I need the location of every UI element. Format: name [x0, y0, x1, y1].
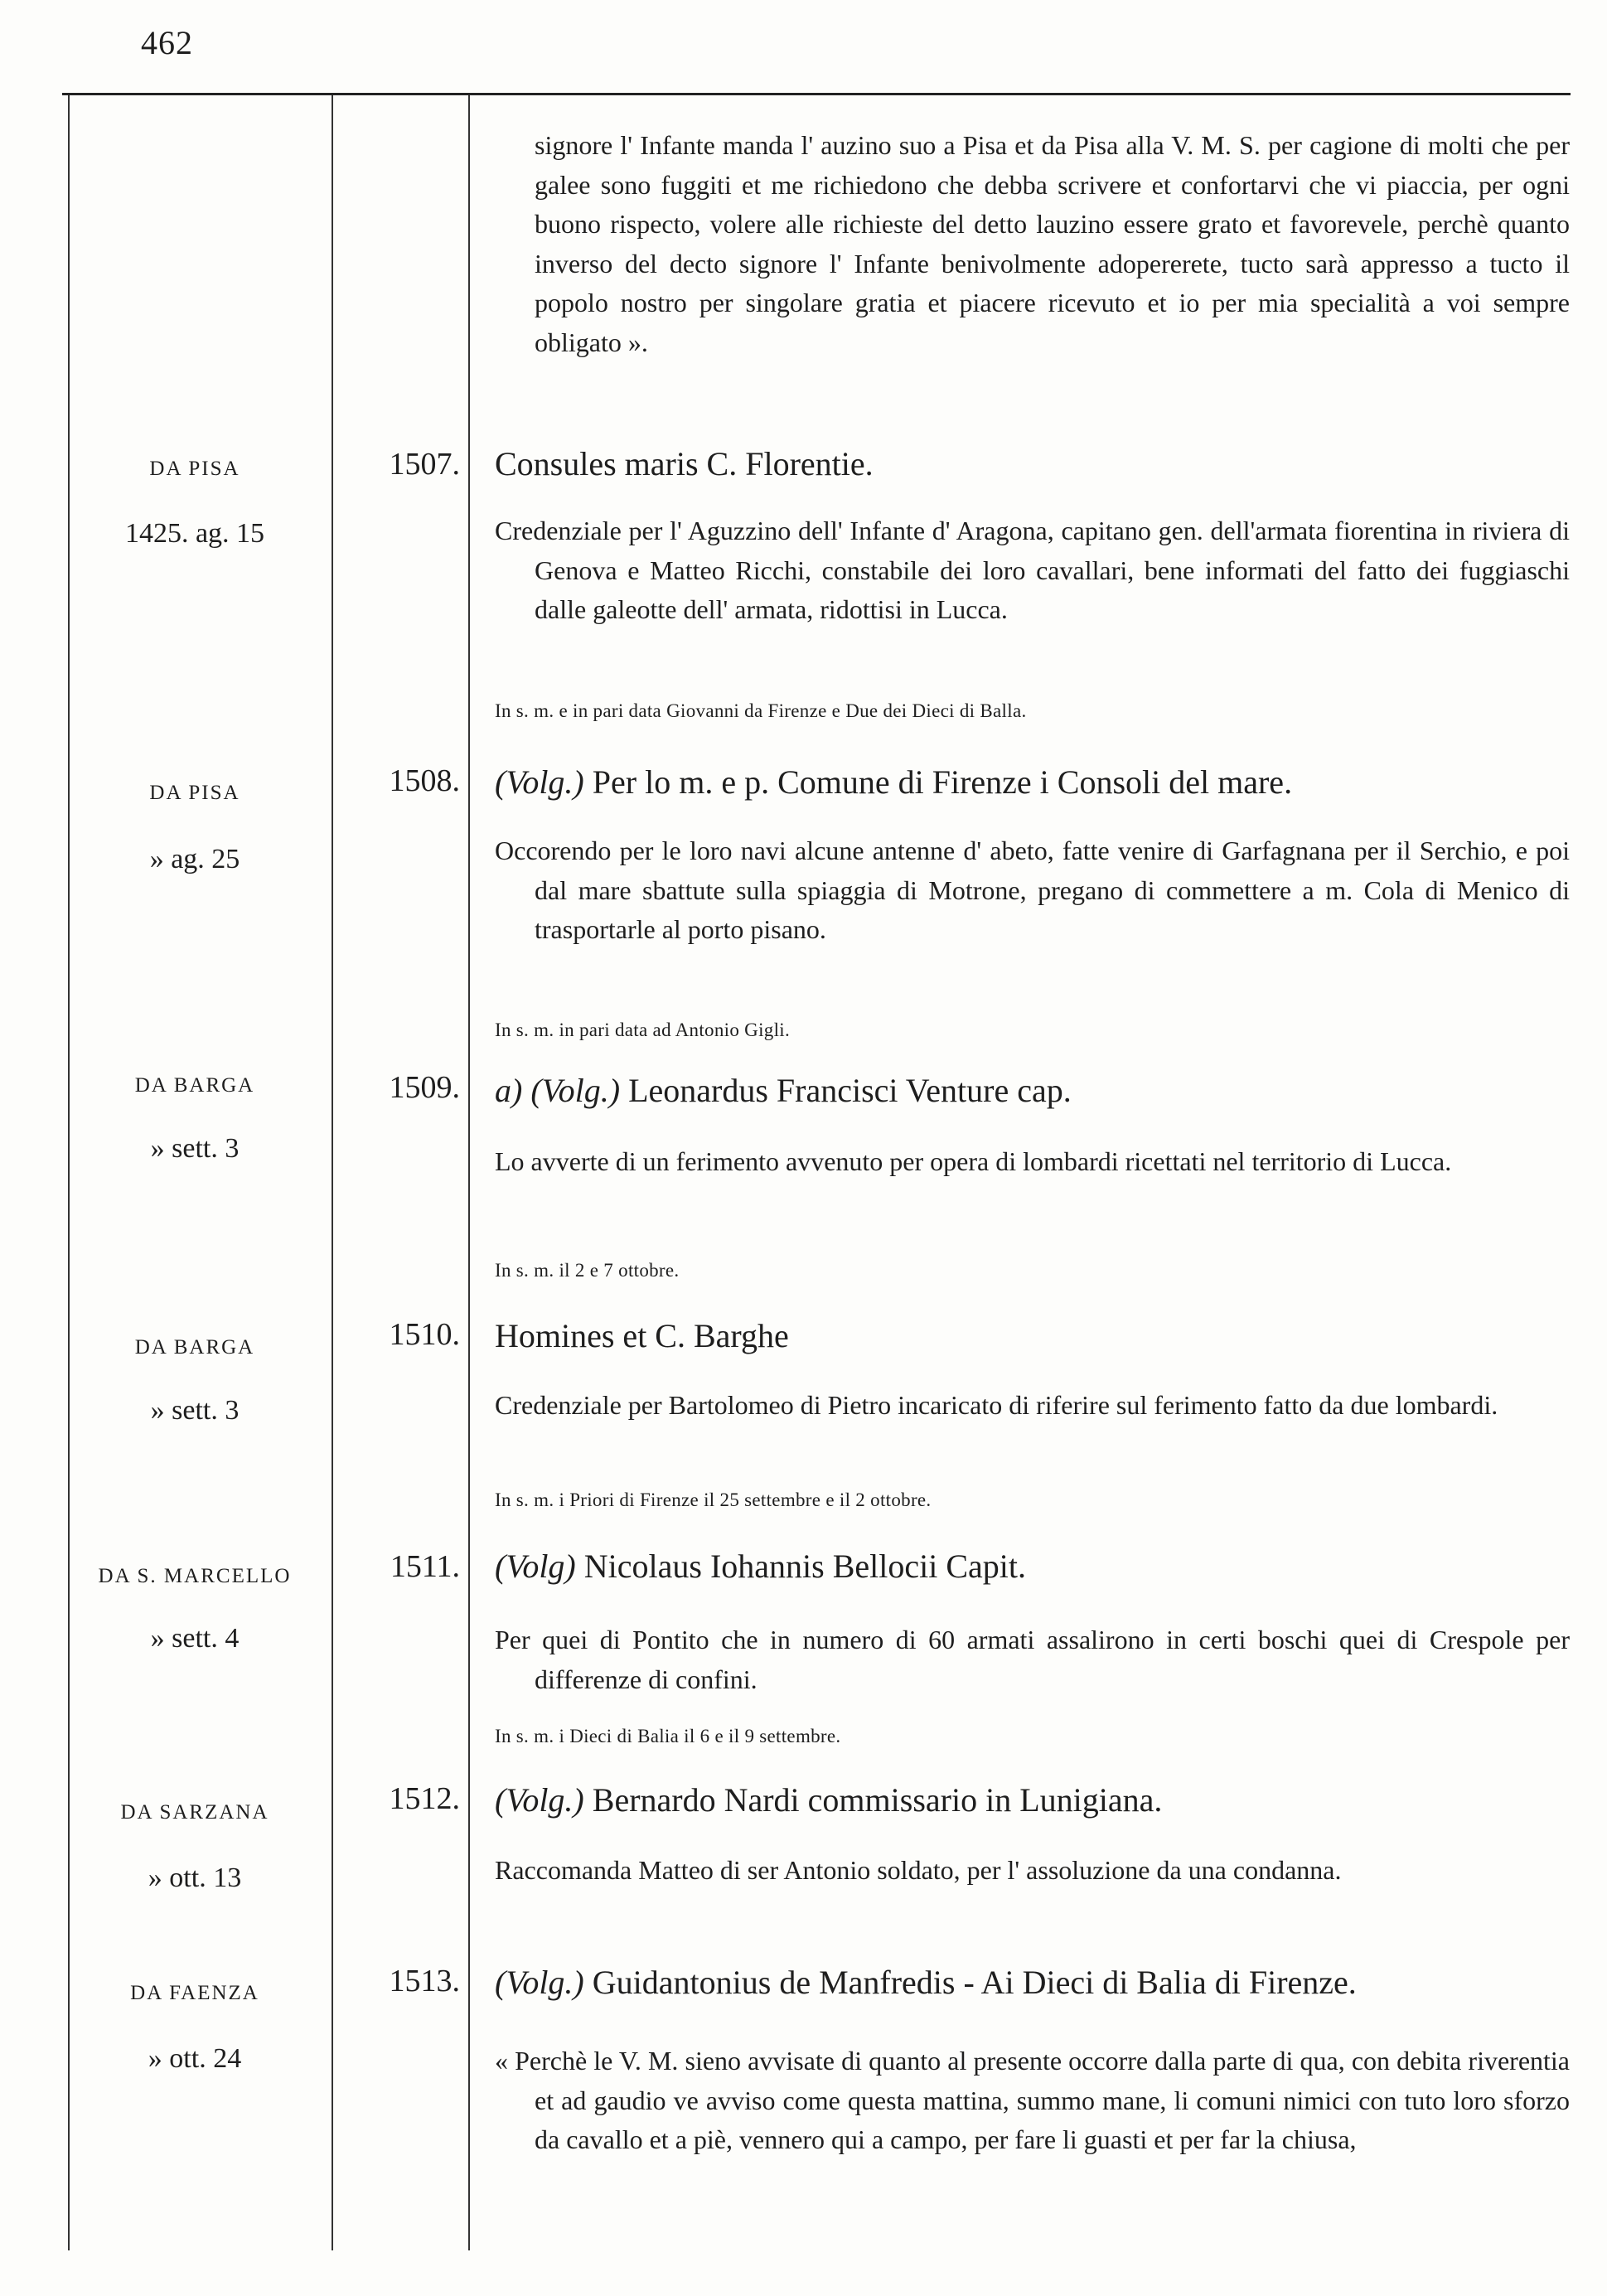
entry-region: DA SARZANA: [120, 1801, 269, 1824]
entry-region: DA BARGA: [134, 1074, 255, 1097]
entry-number: 1512.: [389, 1781, 460, 1816]
entry-number: 1511.: [390, 1549, 460, 1584]
continuation-text: signore l' Infante manda l' auzino suo a Pisa et da Pisa alla V. M. S. per cagione di molti che per galee sono fuggiti et me richiedono che debba scrivere et confortarvi che vi piaccia, per ogni buono rispecto, volere alle richieste del detto lauzino essere grato et favorevele, perchè quanto inverso del decto signore l' Infante benivolmente adopererete, tucto sarà appresso a tucto il popolo nostro per singolare gratia et piacere ricevuto et io per mia specialità a voi sempre obligato ».: [535, 130, 1570, 357]
entry-heading-text: Per lo m. e p. Comune di Firenze i Consoli del mare.: [592, 763, 1293, 801]
entry-note: In s. m. il 2 e 7 ottobre.: [495, 1260, 680, 1281]
entry-body: Per quei di Pontito che in numero di 60 armati assalirono in certi boschi quei di Crespole per differenze di confini.: [495, 1625, 1570, 1694]
entry-heading: [495, 1963, 1572, 2002]
entry-heading-text: Guidantonius de Manfredis - Ai Dieci di Balia di Firenze.: [592, 1964, 1357, 2001]
entry-heading: [495, 1547, 1572, 1586]
entry-body: Credenziale per Bartolomeo di Pietro incaricato di riferire sul ferimento fatto da due lombardi.: [495, 1390, 1498, 1420]
entry-region: DA BARGA: [134, 1336, 255, 1359]
entry-date: » sett. 3: [150, 1133, 240, 1164]
date-column-rule: [332, 95, 333, 2250]
entry-body: « Perchè le V. M. sieno avvisate di quanto al presente occorre dalla parte di qua, con debita riverentia et ad gaudio ve avviso come questa mattina, summo mane, li comuni nimici con tuto loro sforzo da cavallo et a piè, vennero qui a campo, per fare li guasti et per far la chiusa,: [495, 2046, 1570, 2154]
entry-number: 1507.: [389, 447, 460, 482]
top-rule: [62, 93, 1571, 95]
entry-body: Raccomanda Matteo di ser Antonio soldato, per l' assoluzione da una condanna.: [495, 1855, 1342, 1885]
entry-date: » sett. 4: [150, 1623, 240, 1654]
entry-heading-text: Bernardo Nardi commissario in Lunigiana.: [592, 1781, 1163, 1819]
page-number: 462: [141, 24, 193, 61]
entry-heading-italic: (Volg): [495, 1548, 576, 1585]
entry-region: DA PISA: [149, 458, 240, 480]
entry-body: Lo avverte di un ferimento avvenuto per opera di lombardi ricettati nel territorio di Lucca.: [495, 1146, 1452, 1176]
entry-region: DA S. MARCELLO: [98, 1565, 292, 1587]
entry-date: » ott. 24: [148, 2043, 242, 2074]
entry-date: » ott. 13: [148, 1862, 242, 1893]
entry-date: 1425. ag. 15: [124, 518, 265, 549]
entry-heading-text: Leonardus Francisci Venture cap.: [628, 1072, 1072, 1109]
entry-number: 1510.: [389, 1317, 460, 1352]
entry-heading-italic: (Volg.): [495, 1964, 584, 2001]
entry-number: 1509.: [389, 1070, 460, 1105]
entry-heading: [495, 1780, 1572, 1819]
entry-date: » ag. 25: [149, 844, 240, 874]
left-column-rule: [68, 95, 70, 2250]
entry-date: » sett. 3: [150, 1395, 240, 1426]
entry-heading-text: Homines et C. Barghe: [495, 1317, 789, 1354]
entry-body: Credenziale per l' Aguzzino dell' Infante d' Aragona, capitano gen. dell'armata fiorentina in riviera di Genova e Matteo Ricchi, constabile dei loro cavallari, bene informati del fatto dei fuggiaschi dalle galeotte dell' armata, ridottisi in Lucca.: [495, 516, 1570, 624]
entry-note: In s. m. i Priori di Firenze il 25 settembre e il 2 ottobre.: [495, 1489, 932, 1510]
entry-heading-italic: (Volg.): [495, 763, 584, 801]
entry-heading: [495, 763, 1572, 802]
entry-note: In s. m. i Dieci di Balia il 6 e il 9 settembre.: [495, 1726, 841, 1746]
entry-region: DA FAENZA: [130, 1982, 259, 2004]
entry-heading: [495, 1071, 1572, 1110]
entry-heading-italic: a) (Volg.): [495, 1072, 621, 1109]
entry-heading: [495, 444, 1572, 483]
entry-body: Occorendo per le loro navi alcune antenne d' abeto, fatte venire di Garfagnana per il Serchio, e poi dal mare sbattute sulla spiaggia di Motrone, pregano di commettere a m. Cola di Menico di trasportarle al porto pisano.: [495, 836, 1570, 944]
entry-note: In s. m. e in pari data Giovanni da Firenze e Due dei Dieci di Balla.: [495, 700, 1027, 721]
entry-heading-text: Consules maris C. Florentie.: [495, 445, 874, 482]
entry-note: In s. m. in pari data ad Antonio Gigli.: [495, 1020, 791, 1040]
entry-number: 1513.: [389, 1964, 460, 1998]
number-column-rule: [468, 95, 470, 2250]
entry-number: 1508.: [389, 763, 460, 798]
entry-heading-italic: (Volg.): [495, 1781, 584, 1819]
entry-heading-text: Nicolaus Iohannis Bellocii Capit.: [583, 1548, 1027, 1585]
entry-heading: [495, 1316, 1572, 1355]
entry-region: DA PISA: [149, 782, 240, 804]
